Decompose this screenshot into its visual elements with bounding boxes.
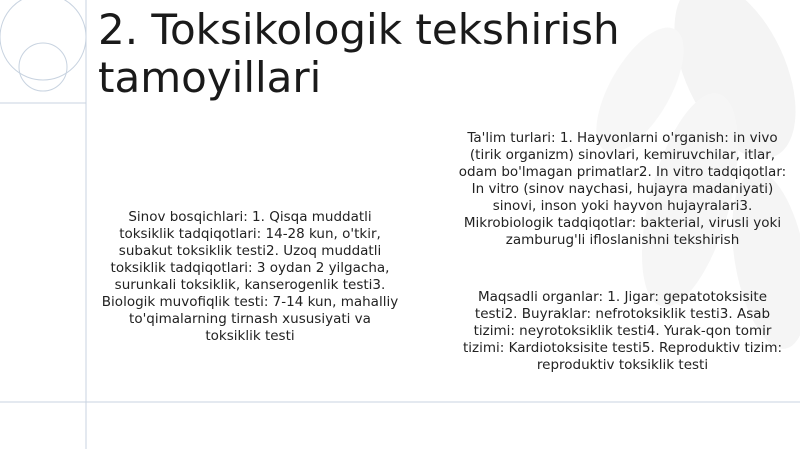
target-organs-text: Maqsadli organlar: 1. Jigar: gepatotoksisite testi2. Buyraklar: nefrotoksiklik testi3. Asab tizimi: neyrotoksiklik testi4. Yurak-qon tomir tizimi: Kardiotoksisite testi5. Reproduktiv tizim: reproduktiv toksiklik testi [462, 289, 783, 373]
small-circle-decoration [19, 43, 67, 91]
large-circle-decoration [0, 0, 86, 80]
study-types-text: Ta'lim turlari: 1. Hayvonlarni o'rganish: in vivo (tirik organizm) sinovlari, kemiruvchilar, itlar, odam bo'lmagan primatlar2. In vitro tadqiqotlar: In vitro (sinov naychasi, hujayra madaniyati) sinovi, inson yoki hayvon hujayralari3. Mikrobiologik tadqiqotlar: bakterial, virusli yoki zamburug'li ifloslanishni tekshirish [458, 130, 787, 248]
testing-stages-text: Sinov bosqichlari: 1. Qisqa muddatli toksiklik tadqiqotlari: 14-28 kun, o'tkir, subakut toksiklik testi2. Uzoq muddatli toksiklik tadqiqotlari: 3 oydan 2 yilgacha, surunkali toksiklik, kanserogenlik testi3. Biologik muvofiqlik testi: 7-14 kun, mahalliy to'qimalarning tirnash xususiyati va toksiklik testi [101, 209, 399, 344]
slide-title: 2. Toksikologik tekshirish tamoyillari [98, 5, 620, 102]
